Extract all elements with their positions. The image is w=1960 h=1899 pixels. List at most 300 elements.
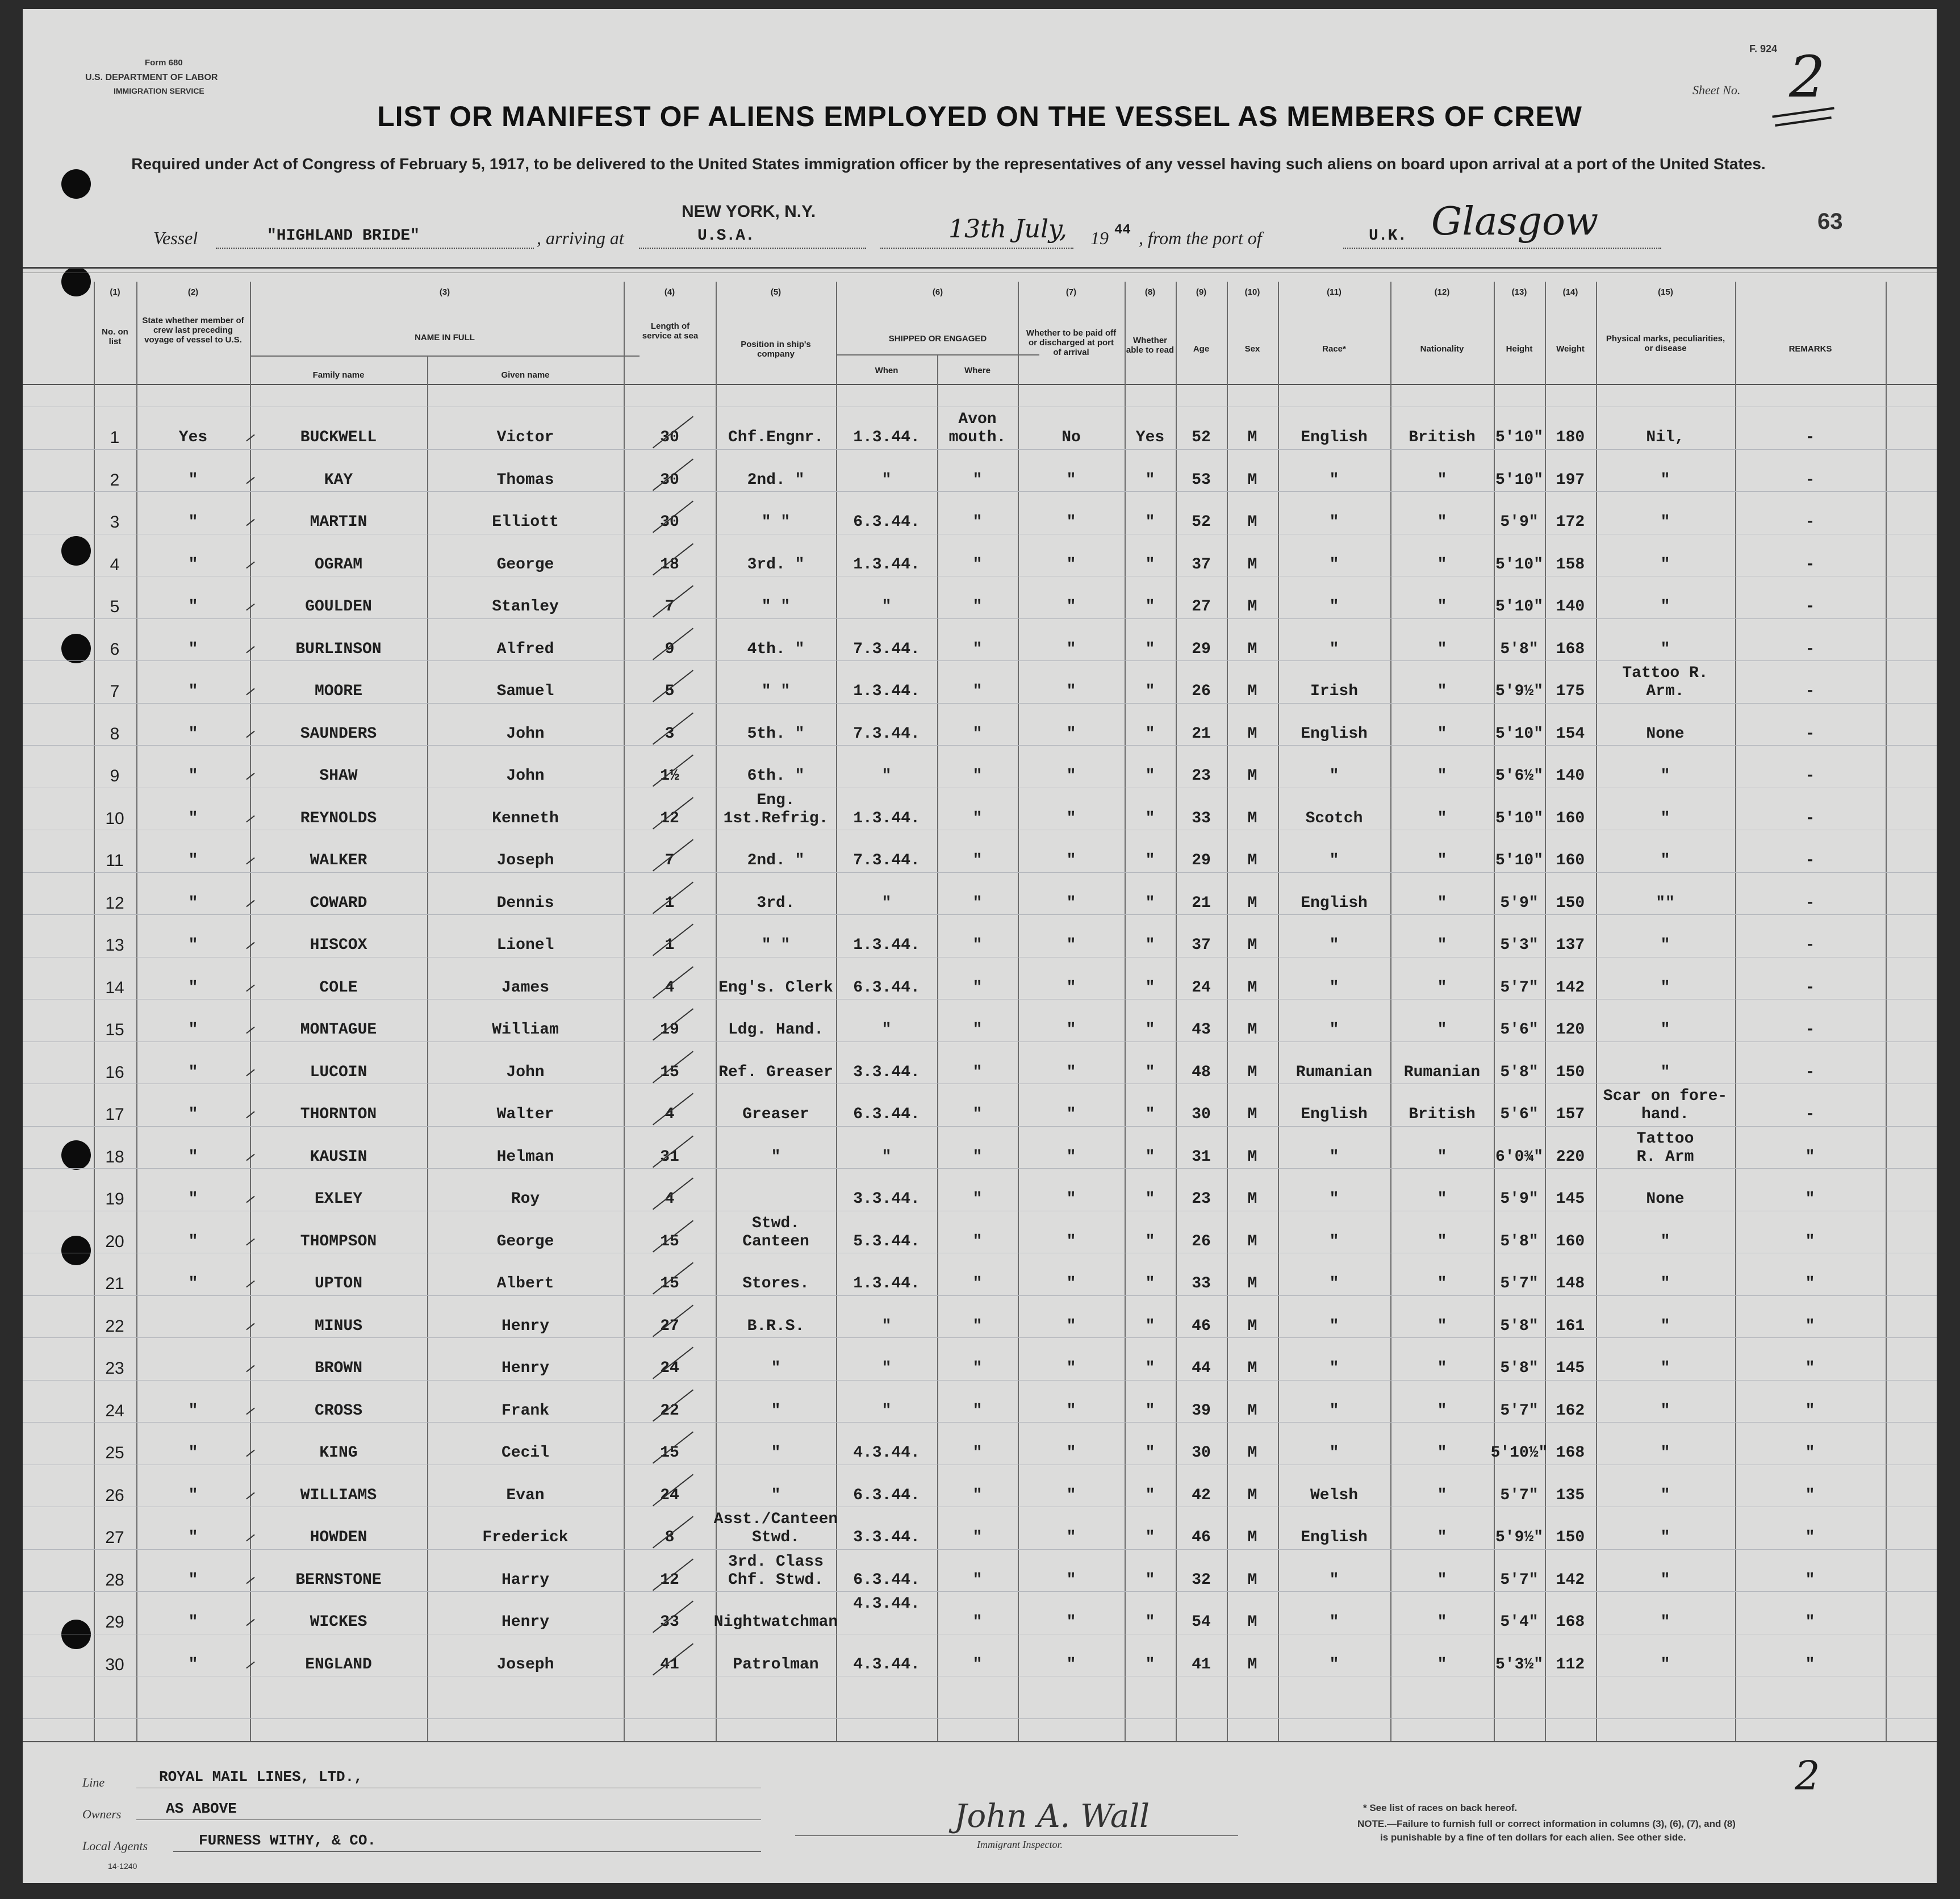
position-cell: " [771,1444,781,1462]
col12-header: Nationality [1420,344,1464,354]
line-label: Line [82,1775,105,1789]
previous-voyage-cell: " [188,978,198,997]
physical-marks-cell: " [1660,1571,1670,1589]
engaged-where-cell: " [972,1486,983,1504]
vessel-label: Vessel [153,228,198,248]
age-cell: 52 [1192,429,1211,446]
nationality-cell: " [1437,852,1447,869]
row-number: 4 [110,555,120,574]
nationality-cell: " [1437,1021,1447,1039]
nationality-cell: " [1437,1317,1447,1335]
weight-cell: 197 [1556,471,1585,489]
table-top-rule [23,267,1937,269]
able-to-read-cell: " [1145,683,1155,700]
engaged-where-cell: " [972,978,983,997]
arrival-country: U.S.A. [697,227,755,245]
sheet-number: 2 [1789,44,1825,110]
height-cell: 5'7" [1500,1402,1539,1420]
nationality-cell: British [1409,1106,1476,1123]
weight-cell: 168 [1556,1444,1585,1462]
given-name-cell: Cecil [501,1444,549,1462]
race-cell: " [1329,852,1339,869]
remarks-cell: - [1805,429,1815,446]
remarks-cell: - [1805,683,1815,700]
physical-marks-cell: " [1660,852,1670,869]
weight-cell: 220 [1556,1148,1585,1166]
physical-marks-cell: " [1660,1232,1670,1250]
height-cell: 5'8" [1500,1317,1539,1335]
nationality-cell: " [1437,683,1447,700]
agents-rule [173,1851,761,1852]
engaged-when-cell: 3.3.44. [853,1529,920,1546]
height-cell: 5'7" [1500,1486,1539,1504]
paid-off-cell: " [1066,1571,1076,1589]
position-note: 3rd. Class [728,1553,824,1571]
column-divider [1176,282,1177,1741]
height-cell: 5'8" [1500,1360,1539,1377]
race-cell: English [1301,725,1368,743]
row-number: 15 [105,1020,124,1039]
sex-cell: M [1247,852,1257,869]
col6-number: (6) [932,287,943,297]
given-name-cell: Helman [496,1148,554,1166]
height-cell: 5'10" [1495,725,1543,743]
position-cell: " " [761,513,791,531]
given-name-cell: Alfred [496,640,554,658]
sex-cell: M [1247,1613,1257,1631]
family-name-cell: CROSS [314,1402,362,1420]
manifest-sheet [23,9,1937,1883]
col14-number: (14) [1562,287,1578,297]
given-name-cell: Harry [501,1571,549,1589]
age-cell: 30 [1192,1106,1211,1123]
given-name-cell: John [506,725,545,743]
previous-voyage-cell: Yes [178,429,208,446]
race-cell: " [1329,978,1339,997]
weight-cell: 120 [1556,1021,1585,1039]
owners-rule [136,1819,761,1820]
row-number: 12 [105,893,124,913]
paid-off-cell: " [1066,1190,1076,1208]
physical-marks-cell: " [1660,1402,1670,1420]
remarks-cell: - [1805,894,1815,912]
age-cell: 32 [1192,1571,1211,1589]
paid-off-cell: " [1066,1360,1076,1377]
paid-off-cell: " [1066,1317,1076,1335]
remarks-cell: - [1805,640,1815,658]
vessel-rule [216,248,534,249]
race-cell: Irish [1310,683,1358,700]
sex-cell: M [1247,598,1257,616]
ruled-line [23,1337,1937,1338]
family-name-cell: UPTON [314,1275,362,1293]
column-divider [1227,282,1228,1741]
engaged-when-note: 4.3.44. [853,1595,920,1613]
service-length-cell: 27 [660,1317,679,1335]
service-length-cell: 1 [665,936,675,954]
able-to-read-cell: " [1145,809,1155,827]
race-cell: " [1329,1444,1339,1462]
position-cell: B.R.S. [747,1317,805,1335]
nationality-cell: " [1437,978,1447,997]
remarks-cell: - [1805,1106,1815,1123]
service-length-cell: 15 [660,1275,679,1293]
weight-cell: 180 [1556,429,1585,446]
family-name-cell: WALKER [310,852,367,869]
race-cell: English [1301,894,1368,912]
physical-marks-cell: " [1660,1021,1670,1039]
height-cell: 5'9" [1500,894,1539,912]
position-cell: " [771,1402,781,1420]
age-cell: 24 [1192,978,1211,997]
height-cell: 5'6½" [1495,767,1543,785]
name-subheader-rule [250,355,640,357]
col6-header: SHIPPED OR ENGAGED [888,334,987,344]
position-cell: Nightwatchman [713,1613,838,1631]
nationality-cell: " [1437,767,1447,785]
engaged-where-cell: " [972,1148,983,1166]
previous-voyage-cell: " [188,683,198,700]
age-cell: 30 [1192,1444,1211,1462]
row-number: 30 [105,1655,124,1674]
previous-voyage-cell: " [188,513,198,531]
punch-hole [61,169,91,199]
position-cell: Canteen [742,1232,809,1250]
paid-off-cell: " [1066,936,1076,954]
previous-voyage-cell: " [188,1571,198,1589]
nationality-cell: " [1437,1529,1447,1546]
col4-number: (4) [664,287,675,297]
engaged-where-cell: " [972,894,983,912]
paid-off-cell: " [1066,1275,1076,1293]
engaged-where-cell: " [972,683,983,700]
age-cell: 33 [1192,809,1211,827]
height-cell: 5'7" [1500,1571,1539,1589]
race-cell: " [1329,640,1339,658]
position-cell: Greaser [742,1106,809,1123]
paid-off-cell: " [1066,1529,1076,1546]
weight-cell: 162 [1556,1402,1585,1420]
nationality-cell: " [1437,471,1447,489]
remarks-cell: - [1805,978,1815,997]
column-divider [1278,282,1279,1741]
position-cell: " [771,1360,781,1377]
engaged-when-cell: 1.3.44. [853,1275,920,1293]
ruled-line [23,618,1937,619]
ruled-line [23,1168,1937,1169]
ruled-line [23,1422,1937,1423]
engaged-when-cell: 1.3.44. [853,936,920,954]
engaged-when-cell: 6.3.44. [853,1106,920,1123]
weight-cell: 157 [1556,1106,1585,1123]
engaged-where-cell: mouth. [948,429,1006,446]
weight-cell: 112 [1556,1655,1585,1674]
age-cell: 44 [1192,1360,1211,1377]
nationality-cell: Rumanian [1403,1063,1481,1081]
paid-off-cell: " [1066,598,1076,616]
physical-marks-cell: " [1660,513,1670,531]
sex-cell: M [1247,1232,1257,1250]
position-cell: 3rd. [757,894,795,912]
service-length-cell: 15 [660,1232,679,1250]
family-name-cell: ENGLAND [305,1655,372,1674]
given-name-cell: George [496,555,554,574]
remarks-cell: - [1805,725,1815,743]
service-length-cell: 1 [665,894,675,912]
family-name-cell: THORNTON [300,1106,377,1123]
sex-cell: M [1247,1021,1257,1039]
position-cell: 1st.Refrig. [723,809,829,827]
given-name-cell: Roy [511,1190,540,1208]
arrival-date: 13th July, [948,215,1068,244]
col6b-header: Where [964,366,991,375]
race-cell: " [1329,598,1339,616]
able-to-read-cell: " [1145,1232,1155,1250]
family-name-cell: BUCKWELL [300,429,377,446]
given-name-cell: William [492,1021,559,1039]
column-divider [1545,282,1546,1741]
family-name-cell: MONTAGUE [300,1021,377,1039]
column-divider [250,282,251,1741]
previous-voyage-cell: " [188,1655,198,1674]
engaged-where-cell: " [972,852,983,869]
weight-cell: 168 [1556,1613,1585,1631]
col8-number: (8) [1144,287,1156,297]
inspector-signature: John A. Wall [954,1798,1150,1835]
family-name-cell: REYNOLDS [300,809,377,827]
service-length-cell: 4 [665,1106,675,1123]
row-number: 24 [105,1401,124,1420]
physical-marks-cell: Arm. [1646,683,1685,700]
sex-cell: M [1247,1571,1257,1589]
service-length-cell: 7 [665,852,675,869]
race-cell: " [1329,1021,1339,1039]
family-name-cell: BURLINSON [295,640,382,658]
owners-value: AS ABOVE [166,1800,237,1817]
nationality-cell: " [1437,1402,1447,1420]
position-cell: Stwd. [751,1529,800,1546]
able-to-read-cell: " [1145,513,1155,531]
given-name-cell: Joseph [496,852,554,869]
age-cell: 52 [1192,513,1211,531]
nationality-cell: British [1409,429,1476,446]
physical-marks-cell: " [1660,1613,1670,1631]
race-cell: " [1329,555,1339,574]
form-code: F. 924 [1749,43,1778,55]
nationality-cell: " [1437,555,1447,574]
weight-cell: 168 [1556,640,1585,658]
ruled-line [23,872,1937,873]
height-cell: 5'8" [1500,640,1539,658]
age-cell: 37 [1192,936,1211,954]
row-number: 16 [105,1063,124,1082]
able-to-read-cell: " [1145,1486,1155,1504]
engaged-when-cell: 7.3.44. [853,725,920,743]
engaged-where-cell: " [972,513,983,531]
able-to-read-cell: " [1145,894,1155,912]
ruled-line [23,745,1937,746]
remarks-cell: " [1805,1317,1815,1335]
engaged-when-cell: 3.3.44. [853,1190,920,1208]
previous-voyage-cell: " [188,852,198,869]
service-length-cell: 24 [660,1486,679,1504]
position-cell: Patrolman [733,1655,819,1674]
able-to-read-cell: " [1145,1529,1155,1546]
engaged-where-cell: " [972,1444,983,1462]
nationality-cell: " [1437,936,1447,954]
weight-cell: 172 [1556,513,1585,531]
physical-marks-cell: " [1660,767,1670,785]
given-name-cell: Walter [496,1106,554,1123]
engaged-where-cell: " [972,809,983,827]
sex-cell: M [1247,640,1257,658]
position-cell: " [771,1486,781,1504]
service-length-cell: 3 [665,725,675,743]
ruled-line [23,1295,1937,1296]
nationality-cell: " [1437,1613,1447,1631]
family-name-cell: MARTIN [310,513,367,531]
engaged-when-cell: " [881,598,892,616]
able-to-read-cell: " [1145,725,1155,743]
paid-off-cell: " [1066,767,1076,785]
table-bottom-rule [23,1741,1937,1742]
age-cell: 41 [1192,1655,1211,1674]
engaged-where-cell: " [972,555,983,574]
column-divider [94,282,95,1741]
weight-cell: 137 [1556,936,1585,954]
remarks-cell: - [1805,555,1815,574]
column-divider [624,282,625,1741]
family-name-cell: SHAW [319,767,358,785]
height-cell: 5'10" [1495,598,1543,616]
service-length-cell: 15 [660,1063,679,1081]
given-name-cell: Dennis [496,894,554,912]
row-number: 11 [106,851,124,870]
physical-marks-cell: " [1660,1360,1670,1377]
engaged-when-cell: " [881,1148,892,1166]
able-to-read-cell: " [1145,1360,1155,1377]
age-cell: 46 [1192,1529,1211,1546]
engaged-when-cell: " [881,1317,892,1335]
engaged-when-cell: 3.3.44. [853,1063,920,1081]
column-divider [1390,282,1391,1741]
row-number: 8 [110,724,120,743]
col13-header: Height [1506,344,1533,354]
position-cell: Chf.Engnr. [728,429,824,446]
sex-cell: M [1247,767,1257,785]
weight-cell: 175 [1556,683,1585,700]
footnote-races: * See list of races on back hereof. [1363,1802,1518,1813]
weight-cell: 142 [1556,1571,1585,1589]
engaged-when-cell: 6.3.44. [853,1486,920,1504]
row-number: 2 [110,470,120,490]
nationality-cell: " [1437,894,1447,912]
engaged-when-cell: 7.3.44. [853,852,920,869]
able-to-read-cell: Yes [1135,429,1165,446]
height-cell: 5'7" [1500,978,1539,997]
race-cell: Scotch [1305,809,1363,827]
previous-voyage-cell: " [188,894,198,912]
sex-cell: M [1247,429,1257,446]
given-name-cell: Thomas [496,471,554,489]
family-name-cell: KAUSIN [310,1148,367,1166]
height-cell: 5'9½" [1495,1529,1543,1546]
able-to-read-cell: " [1145,555,1155,574]
col13-number: (13) [1511,287,1527,297]
remarks-cell: - [1805,513,1815,531]
col7-header: Whether to be paid off or discharged at port of arrival [1026,328,1117,357]
remarks-cell: " [1805,1148,1815,1166]
height-cell: 5'3½" [1495,1655,1543,1674]
physical-marks-note: Scar on fore- [1603,1087,1728,1105]
height-cell: 5'10" [1495,429,1543,446]
sex-cell: M [1247,1275,1257,1293]
nationality-cell: " [1437,1275,1447,1293]
previous-voyage-cell: " [188,1190,198,1208]
sex-cell: M [1247,1529,1257,1546]
weight-cell: 140 [1556,598,1585,616]
service-length-cell: 30 [660,471,679,489]
remarks-cell: " [1805,1444,1815,1462]
age-cell: 53 [1192,471,1211,489]
weight-cell: 160 [1556,809,1585,827]
physical-marks-cell: " [1660,1063,1670,1081]
race-cell: " [1329,1360,1339,1377]
able-to-read-cell: " [1145,767,1155,785]
height-cell: 5'9" [1500,513,1539,531]
position-cell: Ref. Greaser [718,1063,833,1081]
remarks-cell: " [1805,1190,1815,1208]
position-cell: Chf. Stwd. [728,1571,824,1589]
from-port-country: U.K. [1369,227,1407,245]
age-cell: 26 [1192,1232,1211,1250]
family-name-cell: KING [319,1444,358,1462]
row-number: 14 [105,978,124,997]
sex-cell: M [1247,1402,1257,1420]
service-length-cell: 7 [665,598,675,616]
previous-voyage-cell: " [188,640,198,658]
able-to-read-cell: " [1145,1063,1155,1081]
given-name-cell: Victor [496,429,554,446]
weight-cell: 145 [1556,1360,1585,1377]
remarks-cell: - [1805,852,1815,869]
weight-cell: 142 [1556,978,1585,997]
engaged-when-cell: 6.3.44. [853,978,920,997]
sex-cell: M [1247,1063,1257,1081]
previous-voyage-cell: " [188,725,198,743]
column-divider [1018,282,1019,1741]
family-name-cell: SAUNDERS [300,725,377,743]
race-cell: Welsh [1310,1486,1358,1504]
physical-marks-note: Tattoo R. [1622,664,1708,682]
previous-voyage-cell: " [188,471,198,489]
physical-marks-cell: " [1660,978,1670,997]
previous-voyage-cell: " [188,1148,198,1166]
row-number: 21 [105,1274,124,1293]
nationality-cell: " [1437,513,1447,531]
engaged-when-cell: 6.3.44. [853,1571,920,1589]
given-name-cell: Stanley [492,598,559,616]
col9-header: Age [1193,344,1210,354]
family-name-cell: MOORE [314,683,362,700]
given-name-cell: Henry [501,1360,549,1377]
given-name-cell: Frederick [482,1529,569,1546]
race-cell: " [1329,1402,1339,1420]
family-name-cell: HISCOX [310,936,367,954]
height-cell: 5'8" [1500,1232,1539,1250]
height-cell: 5'9½" [1495,683,1543,700]
arriving-label: , arriving at [537,228,624,248]
